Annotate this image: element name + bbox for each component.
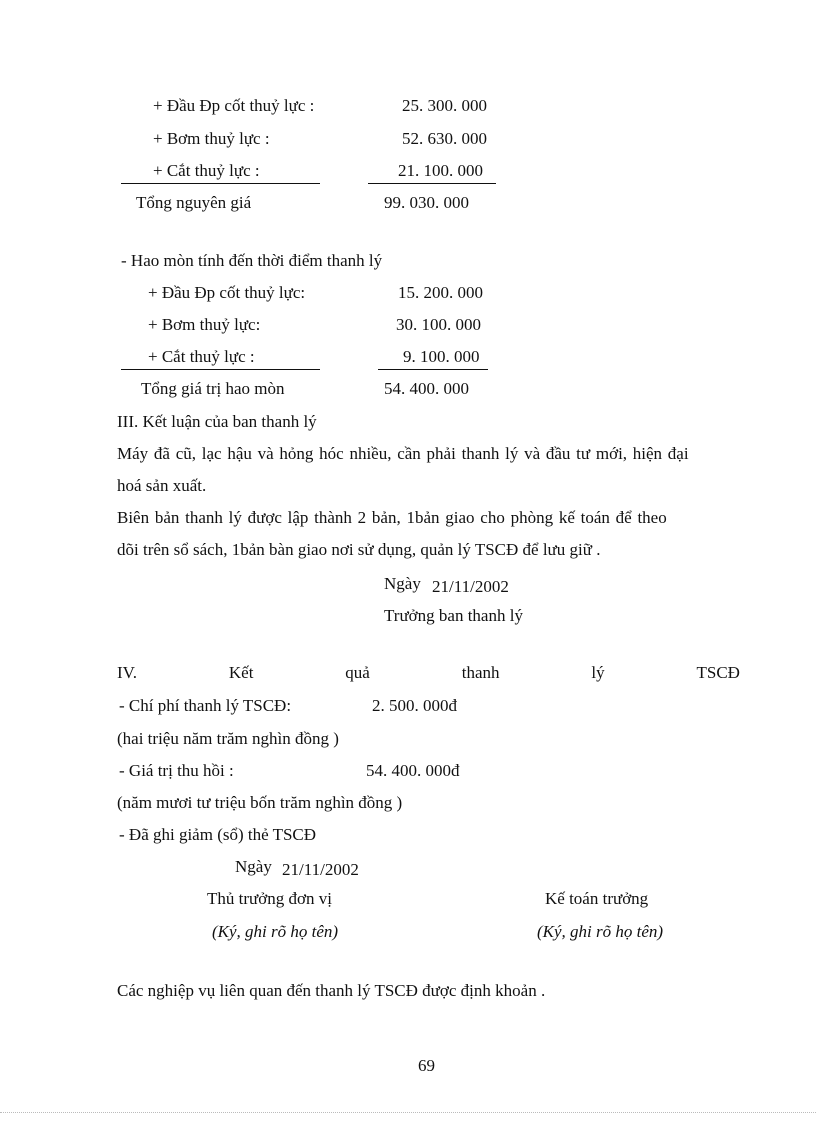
depreciation-row-value: 30. 100. 000: [396, 315, 481, 334]
cost-row-value: 25. 300. 000: [402, 96, 487, 115]
signature-right-note: (Ký, ghi rõ họ tên): [537, 922, 664, 941]
liquidation-cost-value: 2. 500. 000đ: [372, 696, 457, 715]
depreciation-row-label: + Cắt thuỷ lực :: [148, 347, 255, 366]
heading-word: TSCĐ: [696, 663, 740, 682]
depreciation-total-value: 54. 400. 000: [384, 379, 469, 398]
conclusion-paragraph-line: hoá sản xuất.: [117, 476, 207, 495]
result-date-value: 21/11/2002: [282, 860, 359, 879]
depreciation-row-label: + Bơm thuỷ lực:: [148, 315, 261, 334]
result-date-label: Ngày: [235, 857, 272, 876]
depreciation-heading: - Hao mòn tính đến thời điểm thanh lý: [121, 251, 383, 270]
depreciation-total-label: Tổng giá trị hao mòn: [141, 379, 285, 398]
conclusion-paragraph-line: Biên bản thanh lý được lập thành 2 bản, 1bản giao cho phòng kế toán để theo: [117, 508, 667, 527]
recovery-value-amount: 54. 400. 000đ: [366, 761, 460, 780]
cost-row-label: + Đầu Đp cốt thuỷ lực :: [153, 96, 315, 115]
card-reduction-note: - Đã ghi giảm (sổ) thẻ TSCĐ: [119, 825, 317, 844]
cost-total-label: Tổng nguyên giá: [136, 193, 252, 212]
section-iv-heading: [117, 663, 740, 683]
cost-row-label: + Bơm thuỷ lực :: [153, 129, 270, 148]
heading-word: thanh: [461, 663, 500, 682]
conclusion-signer: Trưởng ban thanh lý: [384, 606, 523, 625]
heading-word: quả: [345, 663, 370, 682]
heading-word: IV.: [117, 663, 137, 682]
cost-row-label: + Cắt thuỷ lực :: [153, 161, 260, 180]
recovery-value-label: - Giá trị thu hồi :: [119, 761, 234, 780]
cost-row-value: 21. 100. 000: [398, 161, 483, 180]
cost-sum-rule-left: [121, 183, 320, 184]
cost-sum-rule-right: [368, 183, 496, 184]
page-bottom-divider: [0, 1112, 816, 1113]
signature-left-note: (Ký, ghi rõ họ tên): [212, 922, 339, 941]
heading-word: Kết: [228, 663, 254, 682]
signature-left-title: Thủ trưởng đơn vị: [207, 889, 332, 908]
section-iii-heading: III. Kết luận của ban thanh lý: [117, 412, 317, 431]
cost-row-value: 52. 630. 000: [402, 129, 487, 148]
liquidation-cost-label: - Chí phí thanh lý TSCĐ:: [119, 696, 292, 715]
depreciation-row-value: 9. 100. 000: [403, 347, 480, 366]
closing-sentence: Các nghiệp vụ liên quan đến thanh lý TSCĐ được định khoản .: [117, 981, 546, 1000]
heading-word: lý: [591, 663, 605, 682]
liquidation-cost-words: (hai triệu năm trăm nghìn đồng ): [117, 729, 339, 748]
depreciation-sum-rule-left: [121, 369, 320, 370]
conclusion-paragraph-line: Máy đã cũ, lạc hậu và hỏng hóc nhiều, cần phải thanh lý và đầu tư mới, hiện đại: [117, 444, 689, 463]
cost-total-value: 99. 030. 000: [384, 193, 469, 212]
signature-right-title: Kế toán trưởng: [545, 889, 649, 908]
page-number: 69: [418, 1056, 435, 1075]
recovery-value-words: (năm mươi tư triệu bốn trăm nghìn đồng ): [117, 793, 403, 812]
depreciation-row-value: 15. 200. 000: [398, 283, 483, 302]
conclusion-date-label: Ngày: [384, 574, 421, 593]
depreciation-sum-rule-right: [378, 369, 488, 370]
conclusion-paragraph-line: dõi trên sổ sách, 1bản bàn giao nơi sử dụng, quản lý TSCĐ để lưu giữ .: [117, 540, 601, 559]
depreciation-row-label: + Đầu Đp cốt thuỷ lực:: [148, 283, 306, 302]
conclusion-date-value: 21/11/2002: [432, 577, 509, 596]
